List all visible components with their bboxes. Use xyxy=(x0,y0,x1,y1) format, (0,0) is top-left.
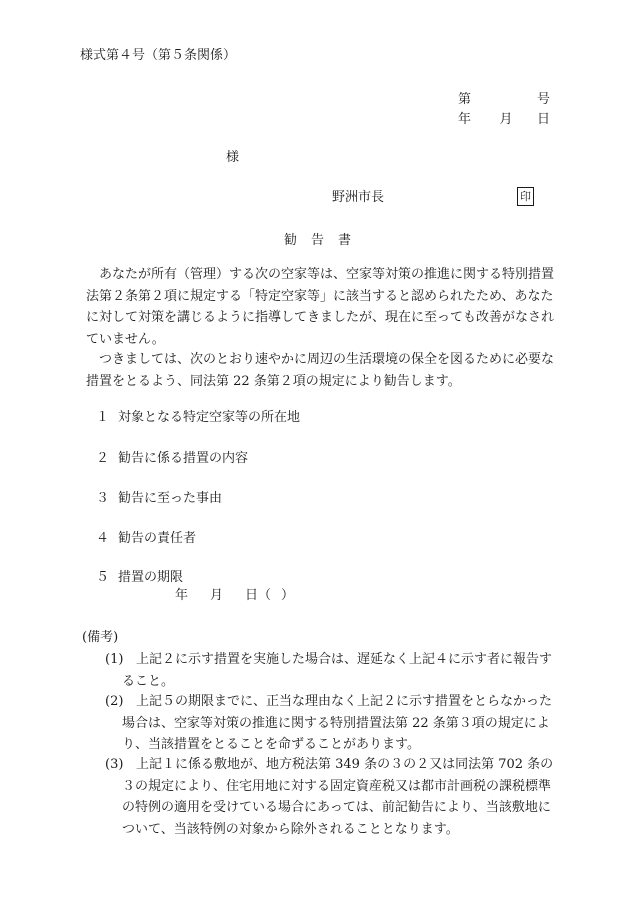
item-number: ４ xyxy=(96,531,110,546)
deadline-date xyxy=(175,586,316,606)
deadline-close: ） xyxy=(281,588,295,603)
remark-text: 上記１に係る敷地が、地方税法第 349 条の３の２又は同法第 702 条の３の規定により、住宅用地に対する固定資産税又は都市計画税の課税標準の特例の適用を受けている場合にあっては、前記勧告により、当該敷地について、当該特例の対象から除外されることとなります。 xyxy=(122,757,554,837)
date-day: 日 xyxy=(536,112,550,127)
issue-date xyxy=(458,110,550,130)
deadline-month: 月 xyxy=(210,588,224,603)
deadline-day: 日（ xyxy=(245,588,272,603)
remark-number: (2) xyxy=(105,694,124,709)
item-label: 勧告の責任者 xyxy=(118,531,197,546)
document-title: 勧告書 xyxy=(284,233,366,248)
body-paragraph-1: あなたが所有（管理）する次の空家等は、空家等対策の推進に関する特別措置法第２条第２項に規定する「特定空家等」に該当すると認められたため、あなたに対して対策を講じるように指導してきましたが、現在に至っても改善がなされていません。 xyxy=(86,267,555,347)
document-number xyxy=(458,90,550,110)
doc-no-prefix: 第 xyxy=(458,92,472,107)
item-number: ５ xyxy=(96,570,110,585)
item-number: ３ xyxy=(96,491,110,506)
remark-item xyxy=(105,754,560,840)
remarks-title: (備考) xyxy=(82,630,119,645)
list-item xyxy=(96,529,196,549)
list-item xyxy=(96,408,300,428)
item-number: １ xyxy=(96,410,110,425)
list-item xyxy=(96,568,183,588)
addressee: 様 xyxy=(226,150,240,165)
date-year: 年 xyxy=(458,112,472,127)
deadline-year: 年 xyxy=(175,588,189,603)
item-number: ２ xyxy=(96,451,110,466)
remark-text: 上記２に示す措置を実施した場合は、遅延なく上記４に示す者に報告すること。 xyxy=(122,652,553,689)
remark-number: (1) xyxy=(105,652,124,667)
item-label: 措置の期限 xyxy=(118,570,184,585)
remark-item xyxy=(105,649,560,692)
remark-item xyxy=(105,691,560,756)
date-month: 月 xyxy=(499,112,513,127)
seal-stamp: 印 xyxy=(517,187,534,206)
form-number: 様式第４号（第５条関係） xyxy=(80,48,237,63)
list-item xyxy=(96,449,248,469)
body-paragraph-2: つきましては、次のとおり速やかに周辺の生活環境の保全を図るために必要な措置をとるよう、同法第 22 条第２項の規定により勧告します。 xyxy=(86,352,555,389)
list-item xyxy=(96,489,222,509)
item-label: 勧告に係る措置の内容 xyxy=(118,451,249,466)
remark-number: (3) xyxy=(105,757,124,772)
sender-name: 野洲市長 xyxy=(332,190,385,205)
item-label: 勧告に至った事由 xyxy=(118,491,223,506)
doc-no-suffix: 号 xyxy=(536,92,550,107)
item-label: 対象となる特定空家等の所在地 xyxy=(118,410,301,425)
remark-text: 上記５の期限までに、正当な理由なく上記２に示す措置をとらなかった場合は、空家等対策の推進に関する特別措置法第 22 条第３項の規定により、当該措置をとることを命ずることがあります。 xyxy=(122,694,553,752)
